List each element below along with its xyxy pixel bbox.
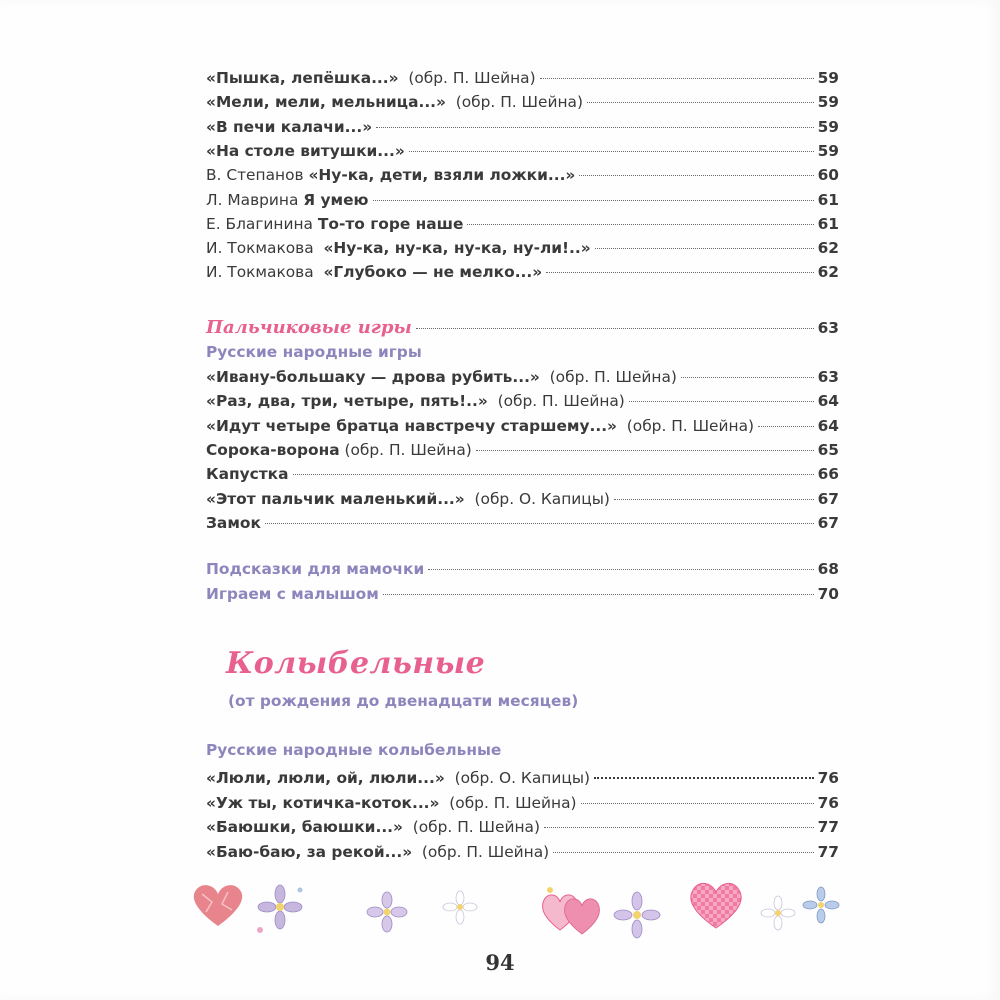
heart-red-icon — [188, 880, 248, 930]
toc-entry[interactable] — [206, 582, 839, 606]
toc-entry[interactable] — [206, 260, 839, 284]
toc-entry-title — [206, 188, 369, 212]
toc-entry-title — [206, 487, 610, 511]
toc-entry[interactable] — [206, 511, 839, 535]
toc-entry[interactable] — [206, 766, 839, 790]
dot-leader — [416, 328, 814, 329]
page-number: 77 — [817, 818, 839, 836]
entry-author-text: (обр. П. Шейна) — [412, 842, 550, 861]
toc-entry-title — [206, 389, 625, 413]
entry-title-text: «Люли, люли, ой, люли...» — [206, 769, 445, 787]
toc-entry[interactable] — [206, 840, 839, 864]
entry-author-text: (обр. О. Капицы) — [464, 489, 610, 508]
daisy-icon — [440, 890, 480, 925]
toc-entry[interactable] — [206, 115, 839, 139]
dot-leader — [428, 569, 813, 570]
page-number: 77 — [817, 842, 839, 861]
toc-entry[interactable] — [206, 462, 839, 486]
toc-entry[interactable] — [206, 212, 839, 236]
dot-leader — [265, 523, 814, 524]
toc-section-finger-games[interactable] — [206, 316, 839, 340]
entry-author-text: Л. Маврина — [206, 190, 304, 209]
entry-author-text: (обр. П. Шейна) — [616, 416, 755, 435]
subheading-russian-folk-games: Русские народные игры — [206, 343, 422, 361]
entry-title-text: «Уж ты, котичка-коток...» — [206, 793, 440, 812]
toc-entry[interactable] — [206, 438, 839, 462]
toc-entry-title — [206, 139, 405, 163]
toc-entry[interactable] — [206, 791, 839, 815]
entry-author-text: (обр. П. Шейна) — [398, 69, 536, 87]
lullabies-title: Колыбельные — [226, 646, 486, 681]
toc-entry-title — [206, 438, 472, 462]
page-number: 76 — [817, 793, 839, 812]
flower-icon — [250, 880, 310, 940]
toc-entry-title — [206, 260, 542, 284]
dot-leader — [544, 827, 814, 828]
toc-entry[interactable] — [206, 236, 839, 260]
entry-title-text: «Ивану-большаку — дрова рубить...» — [206, 368, 540, 386]
toc-entry-title — [206, 236, 591, 260]
entry-author-text: (обр. О. Капицы) — [444, 769, 590, 787]
dot-leader — [476, 450, 814, 451]
toc-entry[interactable] — [206, 414, 839, 438]
entry-title-text: «Мели, мели, мельница...» — [206, 93, 446, 112]
entry-author-text: (обр. П. Шейна) — [402, 818, 540, 836]
entry-title-text: «Раз, два, три, четыре, пять!..» — [206, 392, 488, 411]
dot-leader — [376, 127, 813, 128]
entry-title-text: «Баю-баю, за рекой...» — [206, 842, 413, 861]
dot-leader — [758, 426, 814, 427]
entry-title-text: То-то горе наше — [317, 214, 464, 233]
heart-pink-icon — [538, 880, 608, 940]
dot-leader — [587, 102, 814, 103]
page-number: 65 — [817, 440, 839, 459]
entry-author-text: Е. Благинина — [206, 214, 318, 233]
entry-author-text: (обр. П. Шейна) — [487, 392, 625, 411]
toc-entry[interactable] — [206, 188, 839, 212]
page-number: 63 — [817, 319, 839, 337]
toc-entry-title: Подсказки для мамочки — [206, 560, 425, 578]
dot-leader — [546, 272, 813, 273]
entry-author-text: В. Степанов — [206, 166, 309, 185]
page-number: 67 — [817, 513, 839, 532]
page-number: 61 — [817, 190, 839, 209]
entry-title-text: «В печи калачи...» — [206, 117, 373, 136]
toc-entry-title — [206, 462, 289, 486]
toc-entry[interactable] — [206, 365, 839, 389]
dot-leader — [595, 248, 814, 249]
dot-leader — [579, 175, 813, 176]
toc-entry-title — [206, 766, 590, 790]
dot-leader — [581, 803, 814, 804]
toc-entry-title — [206, 163, 575, 187]
toc-entry-title — [206, 115, 372, 139]
entry-title-text: Я умею — [303, 190, 369, 209]
dot-leader — [467, 224, 813, 225]
entry-author-text: И. Токмакова — [206, 263, 324, 282]
toc-entry-title — [206, 414, 754, 438]
toc-entry-title — [206, 365, 677, 389]
page-number: 66 — [817, 465, 839, 484]
dot-leader — [373, 200, 814, 201]
page-number: 62 — [817, 263, 839, 282]
heart-checkered-icon — [685, 878, 747, 933]
daisy-icon — [758, 895, 798, 933]
entry-title-text: «Ну-ка, дети, взяли ложки...» — [308, 166, 576, 185]
page-number: 63 — [817, 368, 839, 386]
flower-icon — [800, 885, 842, 927]
toc-entry-title — [206, 511, 261, 535]
page-number: 60 — [817, 166, 839, 185]
toc-entry-title — [206, 815, 540, 839]
page-number: 64 — [817, 416, 839, 435]
entry-title-text: «Баюшки, баюшки...» — [206, 818, 403, 836]
dot-leader — [681, 377, 814, 378]
entry-title-text: «Пышка, лепёшка...» — [206, 69, 399, 87]
section-title: Пальчиковые игры — [206, 317, 412, 338]
toc-entry-title: Играем с малышом — [206, 584, 379, 603]
page-number: 64 — [817, 392, 839, 411]
dot-leader — [594, 777, 814, 779]
entry-title-text: «Глубоко — не мелко...» — [323, 263, 543, 282]
page-number: 68 — [817, 560, 839, 578]
page-number: 59 — [817, 69, 839, 87]
toc-entry-title — [206, 791, 577, 815]
dot-leader — [540, 78, 814, 79]
flower-icon — [612, 890, 662, 940]
entry-author-text: (обр. П. Шейна) — [439, 793, 577, 812]
entry-title-text: «Идут четыре братца навстречу старшему...» — [206, 416, 617, 435]
toc-entry[interactable] — [206, 815, 839, 839]
page-number: 70 — [817, 584, 839, 603]
dot-leader — [383, 594, 814, 595]
dot-leader — [553, 852, 813, 853]
entry-author-text: (обр. П. Шейна) — [445, 93, 583, 112]
entry-author-text: (обр. П. Шейна) — [539, 368, 677, 386]
toc-entry-title — [206, 840, 549, 864]
dot-leader — [293, 474, 814, 475]
page-number: 61 — [817, 214, 839, 233]
toc-entry[interactable] — [206, 139, 839, 163]
toc-entry[interactable] — [206, 557, 839, 581]
flower-icon — [365, 890, 410, 935]
page-footer-number: 94 — [485, 950, 515, 975]
toc-entry-title — [206, 212, 463, 236]
entry-title-text: Замок — [206, 513, 261, 532]
entry-title-text: «Этот пальчик маленький...» — [206, 489, 465, 508]
page-number: 59 — [817, 117, 839, 136]
entry-author-text: (обр. П. Шейна) — [339, 440, 472, 459]
toc-entry-title — [206, 66, 536, 90]
dot-leader — [614, 499, 814, 500]
entry-title-text: «Ну-ка, ну-ка, ну-ка, ну-ли!..» — [323, 239, 591, 258]
toc-entry[interactable] — [206, 90, 839, 114]
page-number: 59 — [817, 141, 839, 160]
page-number: 67 — [817, 489, 839, 508]
entry-author-text: И. Токмакова — [206, 239, 324, 258]
toc-entry[interactable] — [206, 487, 839, 511]
dot-leader — [629, 401, 814, 402]
entry-title-text: «На столе витушки...» — [206, 141, 405, 160]
toc-entry[interactable] — [206, 163, 839, 187]
entry-title-text: Капустка — [206, 465, 289, 484]
page-number: 76 — [817, 769, 839, 787]
subheading-russian-lullabies: Русские народные колыбельные — [206, 741, 502, 759]
toc-entry-title — [206, 90, 583, 114]
entry-title-text: Сорока-ворона — [206, 440, 340, 459]
toc-entry[interactable] — [206, 389, 839, 413]
toc-entry[interactable] — [206, 66, 839, 90]
page-number: 59 — [817, 93, 839, 112]
lullabies-subtitle: (от рождения до двенадцати месяцев) — [228, 692, 579, 710]
dot-leader — [409, 151, 814, 152]
page-number: 62 — [817, 239, 839, 258]
